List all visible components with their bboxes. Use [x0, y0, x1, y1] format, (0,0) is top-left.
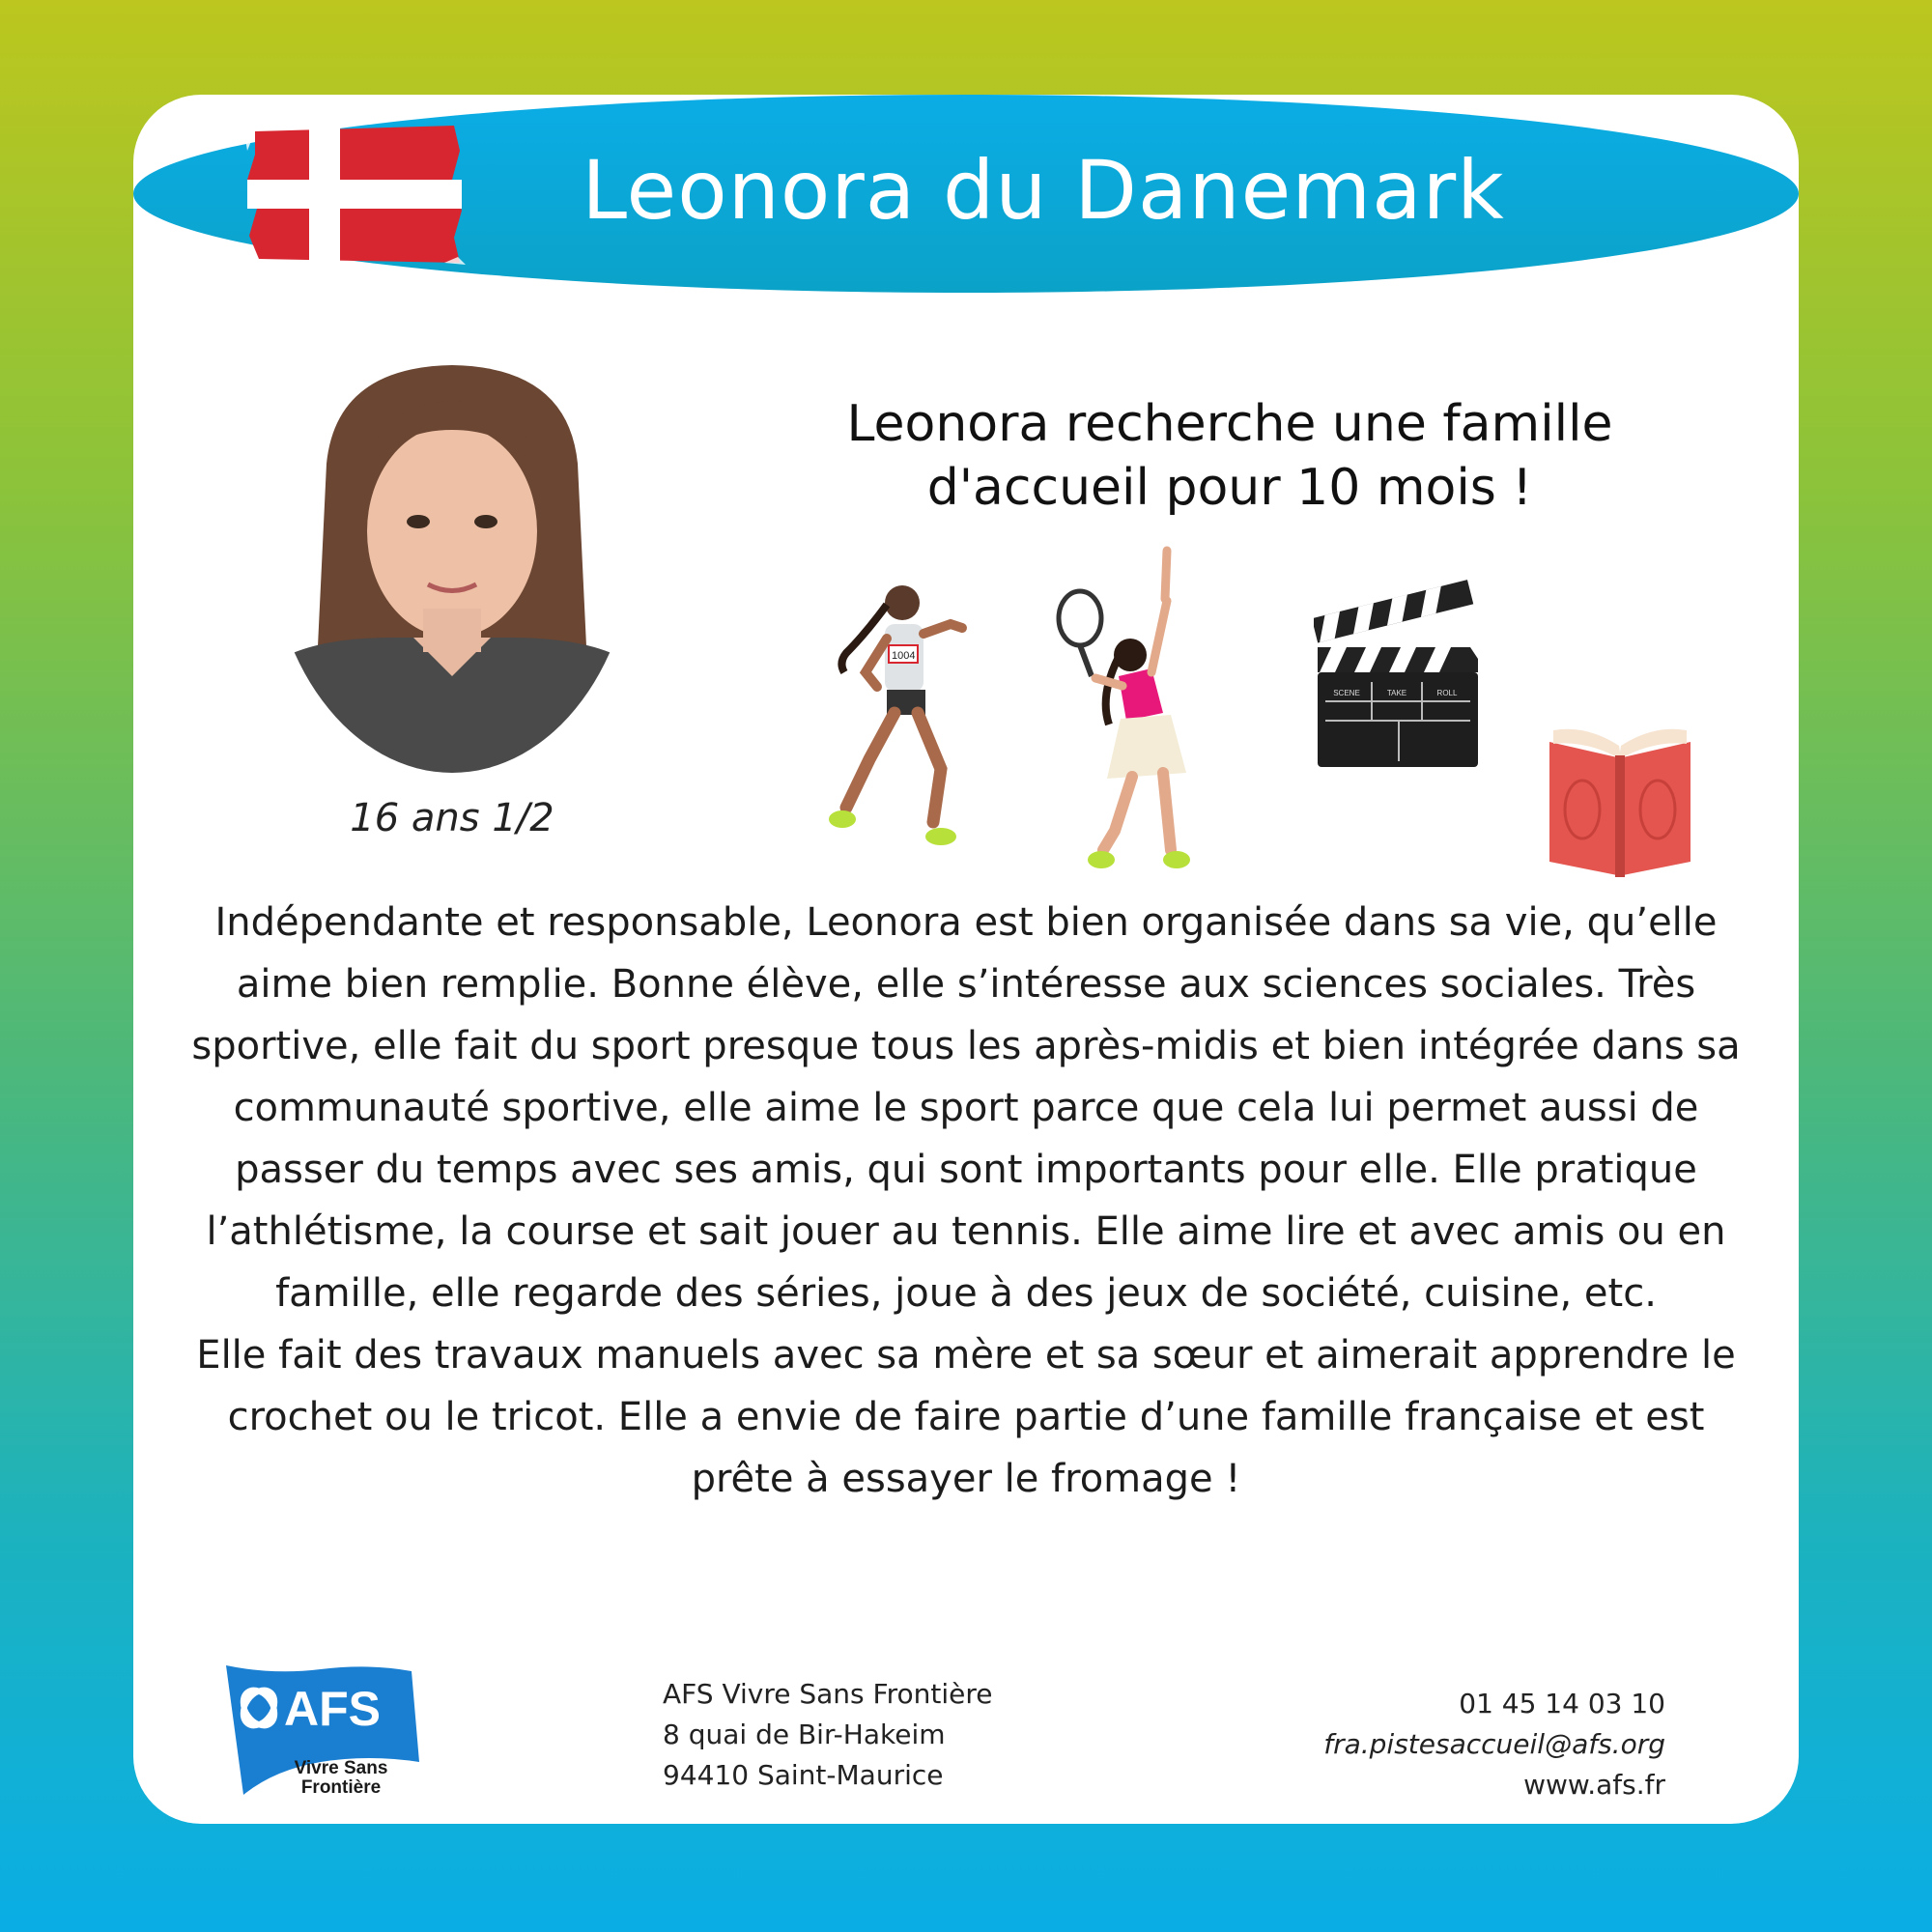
address-line-1: AFS Vivre Sans Frontière	[663, 1678, 993, 1710]
website-link[interactable]: www.afs.fr	[1523, 1769, 1665, 1801]
headline-line-1: Leonora recherche une famille	[846, 395, 1613, 453]
age-label: 16 ans 1/2	[350, 796, 554, 840]
headline	[732, 392, 1727, 520]
page-title: Leonora du Danemark	[582, 143, 1505, 238]
description-paragraph-2: Elle fait des travaux manuels avec sa mère et sa sœur et aimerait apprendre le crochet ou le tricot. Elle a envie de faire partie d’une famille française et est prête à essayer le fromage !	[196, 1333, 1736, 1501]
runner-icon	[827, 566, 972, 875]
phone-number: 01 45 14 03 10	[1459, 1688, 1665, 1719]
tennis-player-icon	[1051, 541, 1225, 889]
contact-info	[1323, 1684, 1665, 1805]
address-line-2: 8 quai de Bir-Hakeim	[663, 1719, 946, 1750]
description-paragraph-1: Indépendante et responsable, Leonora est bien organisée dans sa vie, qu’elle aime bien remplie. Bonne élève, elle s’intéresse aux sciences sociales. Très sportive, elle fait du sport presque tous les après-midis et bien intégrée dans sa communauté sportive, elle aime le sport parce que cela lui permet aussi de passer du temps avec ses amis, qui sont importants pour elle. Elle pratique l’athlétisme, la course et sait jouer au tennis. Elle aime lire et avec amis ou en famille, elle regarde des séries, joue à des jeux de société, cuisine, etc.	[191, 900, 1741, 1316]
postal-address	[663, 1674, 992, 1796]
clapper-label-take: TAKE	[1386, 689, 1407, 697]
book-icon	[1544, 721, 1696, 879]
profile-photo	[269, 348, 636, 773]
email-link[interactable]: fra.pistesaccueil@afs.org	[1323, 1728, 1665, 1760]
clapper-label-scene: SCENE	[1333, 689, 1360, 697]
address-line-3: 94410 Saint-Maurice	[663, 1759, 944, 1791]
header-banner	[133, 95, 1799, 293]
headline-line-2: d'accueil pour 10 mois !	[926, 459, 1533, 517]
clapper-label-roll: ROLL	[1436, 689, 1458, 697]
clapperboard-icon	[1314, 578, 1488, 771]
description	[172, 892, 1760, 1510]
logo-subtitle: Vivre Sans Frontière	[294, 1758, 388, 1798]
profile-card	[133, 95, 1799, 1824]
runner-bib: 1004	[892, 650, 916, 662]
afs-logo-text: AFS	[284, 1682, 381, 1736]
